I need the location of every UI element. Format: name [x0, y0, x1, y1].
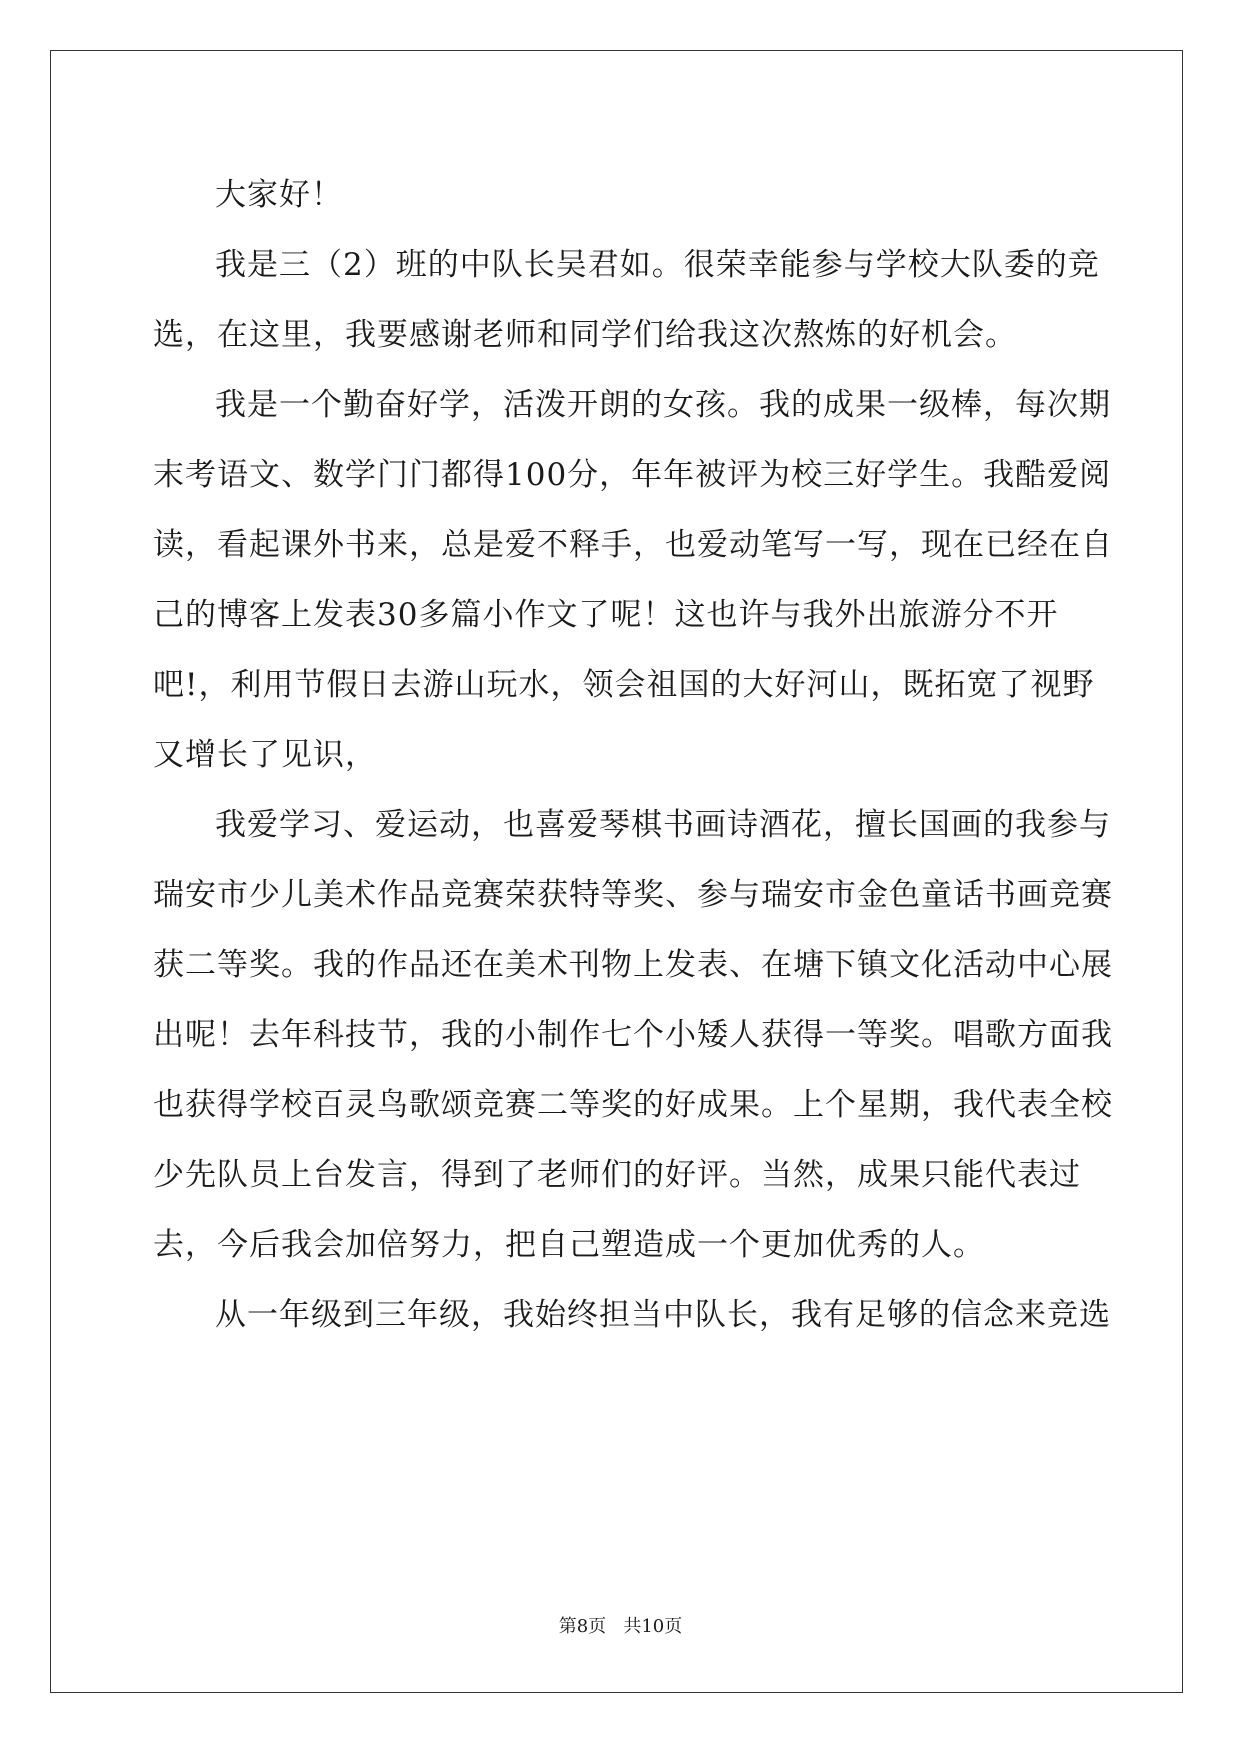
document-body	[153, 160, 1118, 1350]
paragraph-greeting: 大家好！	[215, 177, 343, 213]
paragraph-leadership: 从一年级到三年级，我始终担当中队长，我有足够的信念来竞选	[215, 1297, 1111, 1333]
page-number-footer: 第8页 共10页	[558, 1616, 683, 1637]
paragraph-introduction: 我是三（2）班的中队长吴君如。很荣幸能参与学校大队委的竞选，在这里，我要感谢老师和同学们给我这次熬炼的好机会。	[153, 247, 1100, 353]
paragraph-hobbies-awards: 我爱学习、爱运动，也喜爱琴棋书画诗酒花，擅长国画的我参与瑞安市少儿美术作品竞赛荣获特等奖、参与瑞安市金色童话书画竞赛获二等奖。我的作品还在美术刊物上发表、在塘下镇文化活动中心展出呢！去年科技节，我的小制作七个小矮人获得一等奖。唱歌方面我也获得学校百灵鸟歌颂竞赛二等奖的好成果。上个星期，我代表全校少先队员上台发言，得到了老师们的好评。当然，成果只能代表过去，今后我会加倍努力，把自己塑造成一个更加优秀的人。	[153, 807, 1113, 1263]
paragraph-study-achievements: 我是一个勤奋好学，活泼开朗的女孩。我的成果一级棒，每次期末考语文、数学门门都得100分，年年被评为校三好学生。我酷爱阅读，看起课外书来，总是爱不释手，也爱动笔写一写，现在已经在自己的博客上发表30多篇小作文了呢！这也许与我外出旅游分不开吧!，利用节假日去游山玩水，领会祖国的大好河山，既拓宽了视野又增长了见识，	[153, 387, 1113, 773]
